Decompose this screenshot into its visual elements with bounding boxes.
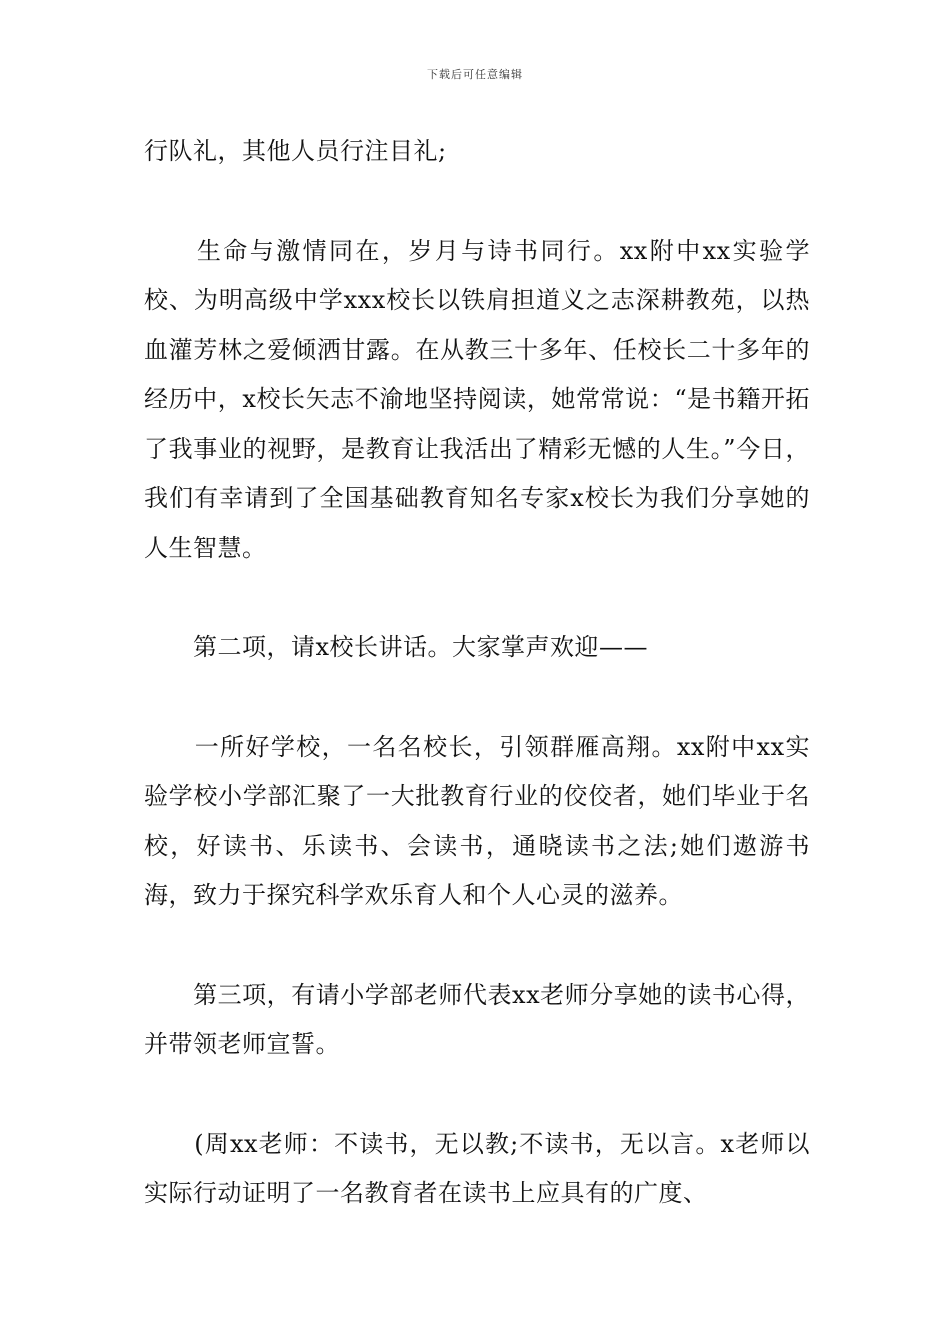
page-header: 下载后可任意编辑: [427, 68, 523, 81]
paragraph-4: 一所好学校，一名名校长，引领群雁高翔。xx附中xx实验学校小学部汇聚了一大批教育行业的佼佼者，她们毕业于名校，好读书、乐读书、会读书，通晓读书之法;她们遨游书海，致力于探究科学欢乐育人和个人心灵的滋养。: [144, 732, 810, 909]
paragraph-1: 行队礼，其他人员行注目礼;: [144, 137, 447, 165]
paragraph-3: 第二项，请x校长讲话。大家掌声欢迎——: [144, 633, 649, 661]
document-body: [144, 127, 810, 1219]
paragraph-5: 第三项，有请小学部老师代表xx老师分享她的读书心得，并带领老师宣誓。: [144, 980, 810, 1058]
paragraph-2: 生命与激情同在，岁月与诗书同行。xx附中xx实验学校、为明高级中学xxx校长以铁肩担道义之志深耕教苑，以热血灌芳林之爱倾洒甘露。在从教三十多年、任校长二十多年的经历中，x校长矢志不渝地坚持阅读，她常常说：“是书籍开拓了我事业的视野，是教育让我活出了精彩无憾的人生。”今日，我们有幸请到了全国基础教育知名专家x校长为我们分享她的人生智慧。: [144, 236, 810, 562]
paragraph-6: (周xx老师：不读书，无以教;不读书，无以言。x老师以实际行动证明了一名教育者在读书上应具有的广度、: [144, 1129, 810, 1207]
